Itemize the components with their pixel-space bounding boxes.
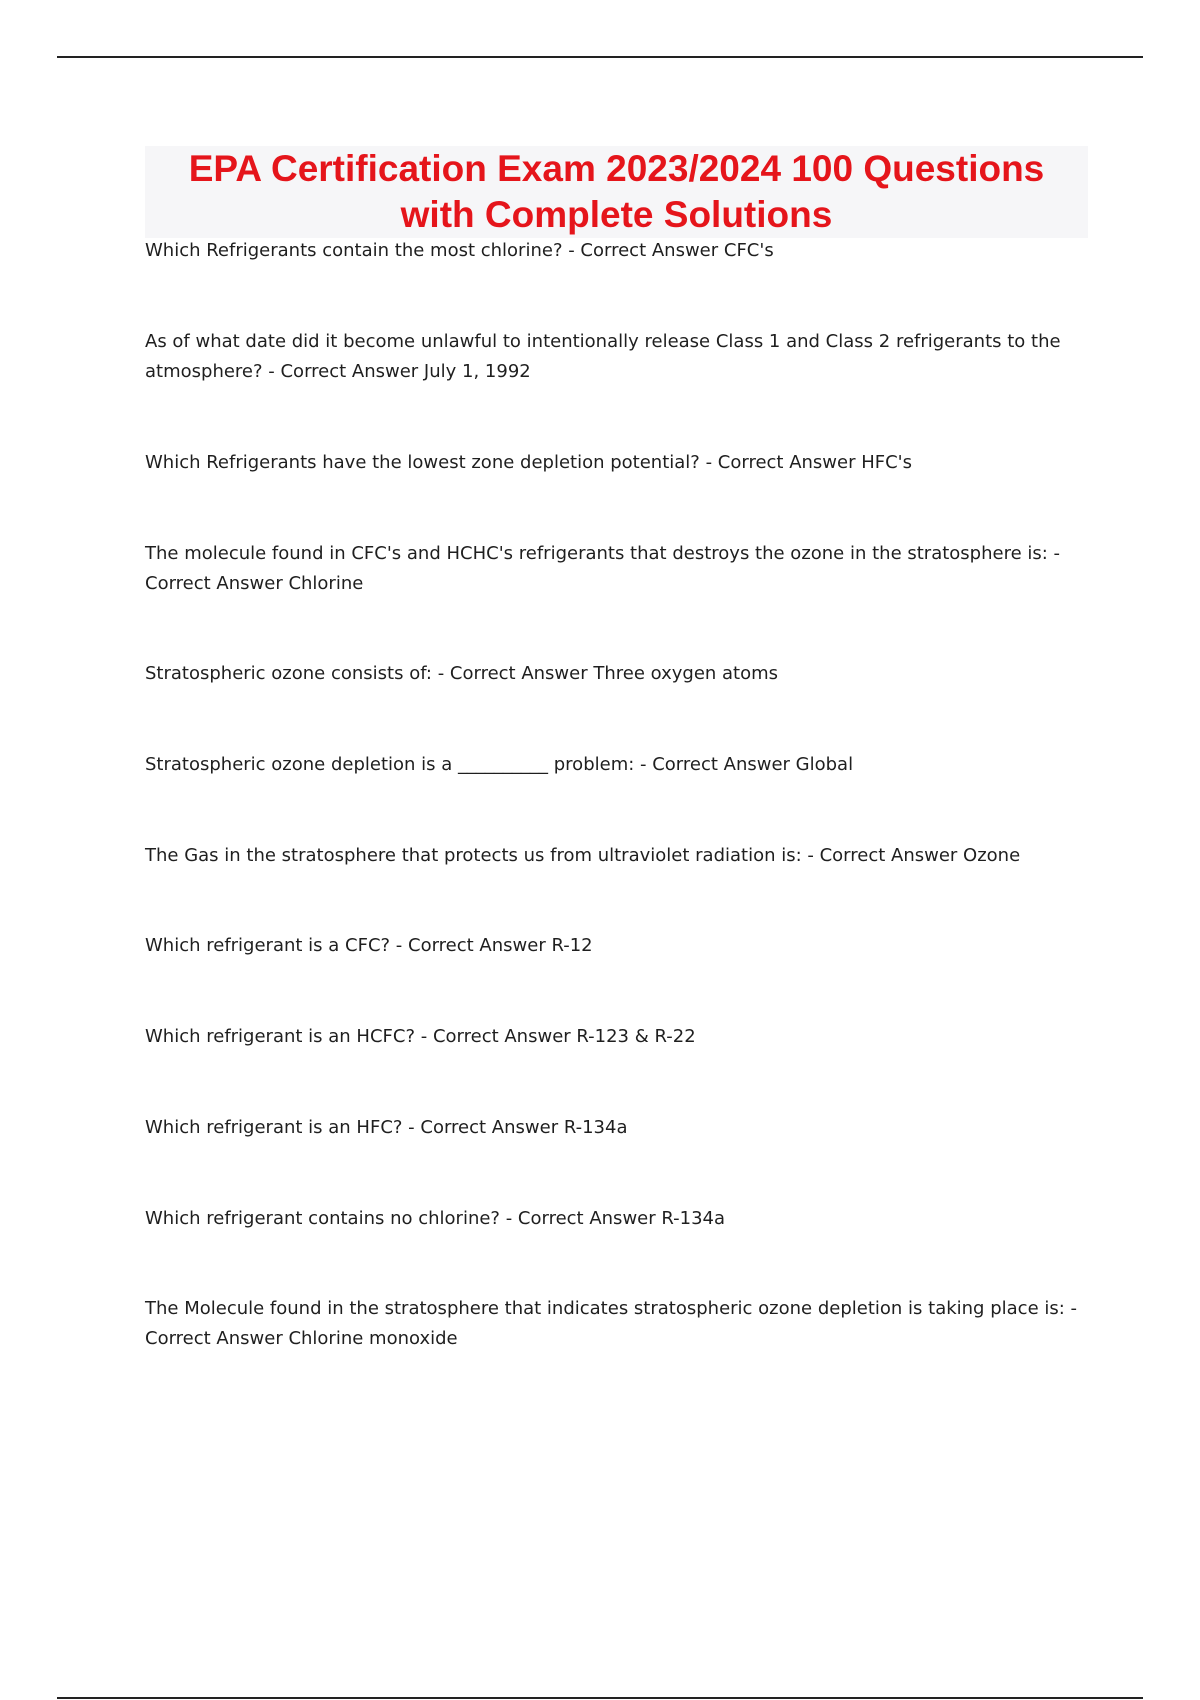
qa-item-5-line-1: Stratospheric ozone consists of: - Correct Answer Three oxygen atoms (145, 663, 779, 684)
qa-item-8-line-1: Which refrigerant is a CFC? - Correct Answer R-12 (145, 935, 593, 956)
qa-item-4-line-2: Correct Answer Chlorine (145, 573, 364, 594)
qa-item-2 (145, 327, 1080, 387)
qa-item-6 (145, 750, 1080, 780)
qa-item-3-line-1: Which Refrigerants have the lowest zone depletion potential? - Correct Answer HFC's (145, 452, 913, 473)
qa-item-2-line-1: As of what date did it become unlawful to intentionally release Class 1 and Class 2 refrigerants to the (145, 331, 1061, 352)
qa-item-4 (145, 539, 1080, 599)
qa-item-7-line-1: The Gas in the stratosphere that protects us from ultraviolet radiation is: - Correct Answer Ozone (145, 845, 1021, 866)
qa-item-9-line-1: Which refrigerant is an HCFC? - Correct Answer R-123 & R-22 (145, 1026, 696, 1047)
qa-item-12 (145, 1294, 1080, 1354)
document-title (145, 146, 1088, 238)
qa-item-6-line-1: Stratospheric ozone depletion is a __________ problem: - Correct Answer Global (145, 754, 854, 775)
qa-item-11 (145, 1204, 1080, 1234)
qa-item-2-line-2: atmosphere? - Correct Answer July 1, 1992 (145, 361, 531, 382)
qa-item-8 (145, 931, 1080, 961)
qa-item-4-line-1: The molecule found in CFC's and HCHC's refrigerants that destroys the ozone in the stratosphere is: - (145, 543, 1061, 564)
qa-item-1 (145, 236, 1080, 266)
top-rule (57, 56, 1143, 58)
qa-item-3 (145, 448, 1080, 478)
qa-item-7 (145, 841, 1080, 871)
qa-item-10 (145, 1113, 1080, 1143)
bottom-rule (57, 1697, 1143, 1699)
qa-item-10-line-1: Which refrigerant is an HFC? - Correct Answer R-134a (145, 1117, 628, 1138)
title-line-2: with Complete Solutions (400, 194, 833, 235)
qa-item-12-line-1: The Molecule found in the stratosphere that indicates stratospheric ozone depletion is taking place is: - (145, 1298, 1078, 1319)
title-line-1: EPA Certification Exam 2023/2024 100 Questions (188, 148, 1045, 189)
qa-item-12-line-2: Correct Answer Chlorine monoxide (145, 1328, 458, 1349)
qa-item-1-line-1: Which Refrigerants contain the most chlorine? - Correct Answer CFC's (145, 240, 774, 261)
qa-item-11-line-1: Which refrigerant contains no chlorine? - Correct Answer R-134a (145, 1208, 726, 1229)
qa-item-9 (145, 1022, 1080, 1052)
qa-item-5 (145, 659, 1080, 689)
